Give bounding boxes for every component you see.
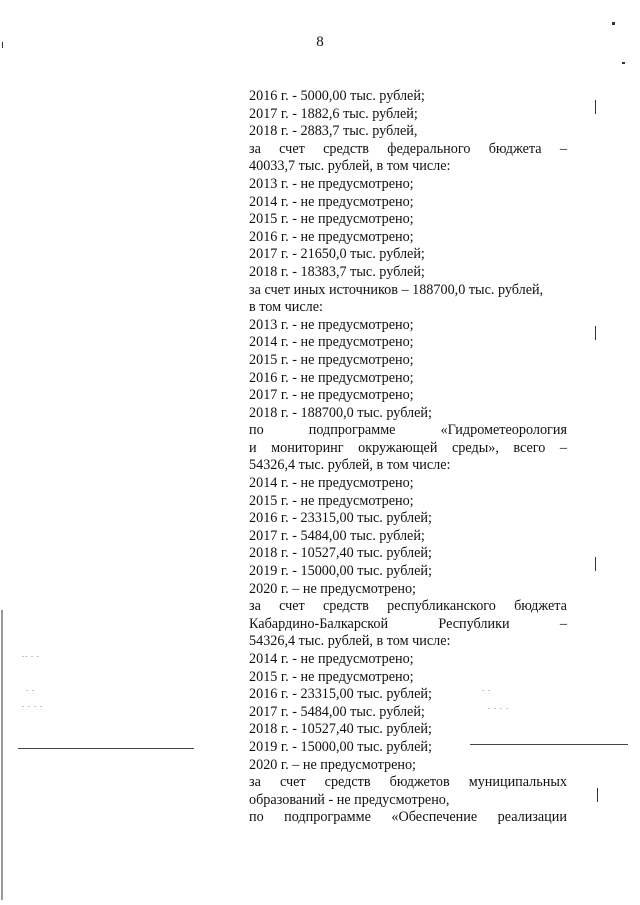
scan-noise: . .	[482, 684, 491, 693]
word: республиканского	[387, 598, 496, 615]
word: за	[249, 140, 261, 157]
text-line: за счет иных источников – 188700,0 тыс. рублей,	[249, 281, 544, 298]
body-text	[249, 88, 567, 827]
text-line	[249, 598, 567, 616]
text-line: 2014 г. - не предусмотрено;	[249, 475, 414, 492]
text-line: 2015 г. - не предусмотрено;	[249, 492, 414, 509]
word: счет	[279, 140, 305, 157]
margin-mark	[597, 788, 598, 802]
margin-mark	[595, 326, 596, 340]
word: бюджетов	[389, 774, 450, 791]
word: –	[559, 439, 567, 456]
word: подпрограмме	[284, 809, 371, 826]
text-line: 2020 г. – не предусмотрено;	[249, 756, 416, 773]
word: муниципальных	[468, 774, 567, 791]
word: и	[249, 439, 257, 456]
word: –	[559, 140, 567, 157]
text-line: 2017 г. - 5484,00 тыс. рублей;	[249, 703, 425, 720]
word: по	[249, 422, 264, 439]
text-line	[249, 809, 567, 827]
word: средств	[323, 140, 370, 157]
word: реализации	[497, 809, 567, 826]
text-line: в том числе:	[249, 299, 323, 316]
text-line: 2015 г. - не предусмотрено;	[249, 351, 414, 368]
text-line: 2018 г. - 188700,0 тыс. рублей;	[249, 404, 432, 421]
word: «Гидрометеорология	[440, 422, 567, 439]
word: средств	[324, 774, 371, 791]
word: счет	[279, 774, 306, 791]
word: средств	[322, 598, 369, 615]
text-line: 2016 г. - 23315,00 тыс. рублей;	[249, 510, 432, 527]
text-line: 2016 г. - 23315,00 тыс. рублей;	[249, 686, 432, 703]
text-line	[249, 774, 567, 792]
text-line: 2017 г. - 21650,0 тыс. рублей;	[249, 246, 425, 263]
scan-noise: .. . .	[22, 650, 40, 659]
scan-rule-right	[470, 744, 628, 745]
word: федерального	[387, 140, 471, 157]
text-line: 2017 г. - не предусмотрено;	[249, 387, 414, 404]
text-line	[249, 141, 567, 159]
text-line: 2014 г. - не предусмотрено;	[249, 193, 414, 210]
text-line: 2013 г. - не предусмотрено;	[249, 316, 414, 333]
scan-noise: . .	[26, 684, 35, 693]
word: «Обеспечение	[391, 809, 478, 826]
text-line: 2016 г. - не предусмотрено;	[249, 369, 414, 386]
word: Кабардино-Балкарской	[249, 615, 389, 632]
text-line: 54326,4 тыс. рублей, в том числе:	[249, 457, 451, 474]
word: бюджета	[488, 140, 542, 157]
text-line: 54326,4 тыс. рублей, в том числе:	[249, 633, 451, 650]
corner-mark	[612, 22, 615, 25]
margin-mark	[595, 557, 596, 571]
text-line: 2016 г. - 5000,00 тыс. рублей;	[249, 88, 425, 104]
text-line: 40033,7 тыс. рублей, в том числе:	[249, 158, 451, 175]
margin-mark	[595, 100, 596, 114]
text-line: 2017 г. - 1882,6 тыс. рублей;	[249, 105, 418, 122]
word: за	[249, 774, 261, 791]
text-line: 2018 г. - 18383,7 тыс. рублей;	[249, 263, 425, 280]
word: Республики	[438, 615, 510, 632]
binding-mark	[1, 610, 3, 900]
text-line: 2017 г. - 5484,00 тыс. рублей;	[249, 527, 425, 544]
word: бюджета	[514, 598, 567, 615]
word: окружающей	[358, 439, 438, 456]
scan-rule-left	[18, 748, 194, 749]
text-line: 2013 г. - не предусмотрено;	[249, 175, 414, 192]
word: мониторинг	[271, 439, 344, 456]
text-line: 2015 г. - не предусмотрено;	[249, 668, 414, 685]
text-line	[249, 422, 567, 440]
word: за	[249, 598, 261, 615]
word: подпрограмме	[308, 422, 396, 439]
text-line: 2014 г. - не предусмотрено;	[249, 651, 414, 667]
text-line: 2015 г. - не предусмотрено;	[249, 211, 414, 228]
word: –	[559, 615, 567, 632]
text-line: 2018 г. - 2883,7 тыс. рублей,	[249, 123, 418, 140]
word: счет	[279, 598, 305, 615]
word: всего	[513, 439, 546, 456]
text-line: образований - не предусмотрено,	[249, 791, 450, 808]
text-line: 2020 г. – не предусмотрено;	[249, 580, 416, 597]
text-line: 2018 г. - 10527,40 тыс. рублей;	[249, 545, 432, 562]
text-line: 2016 г. - не предусмотрено;	[249, 228, 414, 245]
text-line	[249, 616, 567, 634]
page-number: 8	[316, 34, 324, 50]
corner-mark	[622, 62, 625, 64]
scan-noise: . . . .	[488, 702, 509, 711]
word: среды»,	[451, 439, 499, 456]
text-line: 2019 г. - 15000,00 тыс. рублей;	[249, 738, 432, 755]
text-line	[249, 440, 567, 458]
corner-mark	[2, 42, 3, 48]
scan-noise: . . . .	[22, 700, 43, 709]
text-line: 2018 г. - 10527,40 тыс. рублей;	[249, 721, 432, 738]
word: по	[249, 809, 264, 826]
text-line: 2014 г. - не предусмотрено;	[249, 334, 414, 351]
text-line: 2019 г. - 15000,00 тыс. рублей;	[249, 563, 432, 580]
